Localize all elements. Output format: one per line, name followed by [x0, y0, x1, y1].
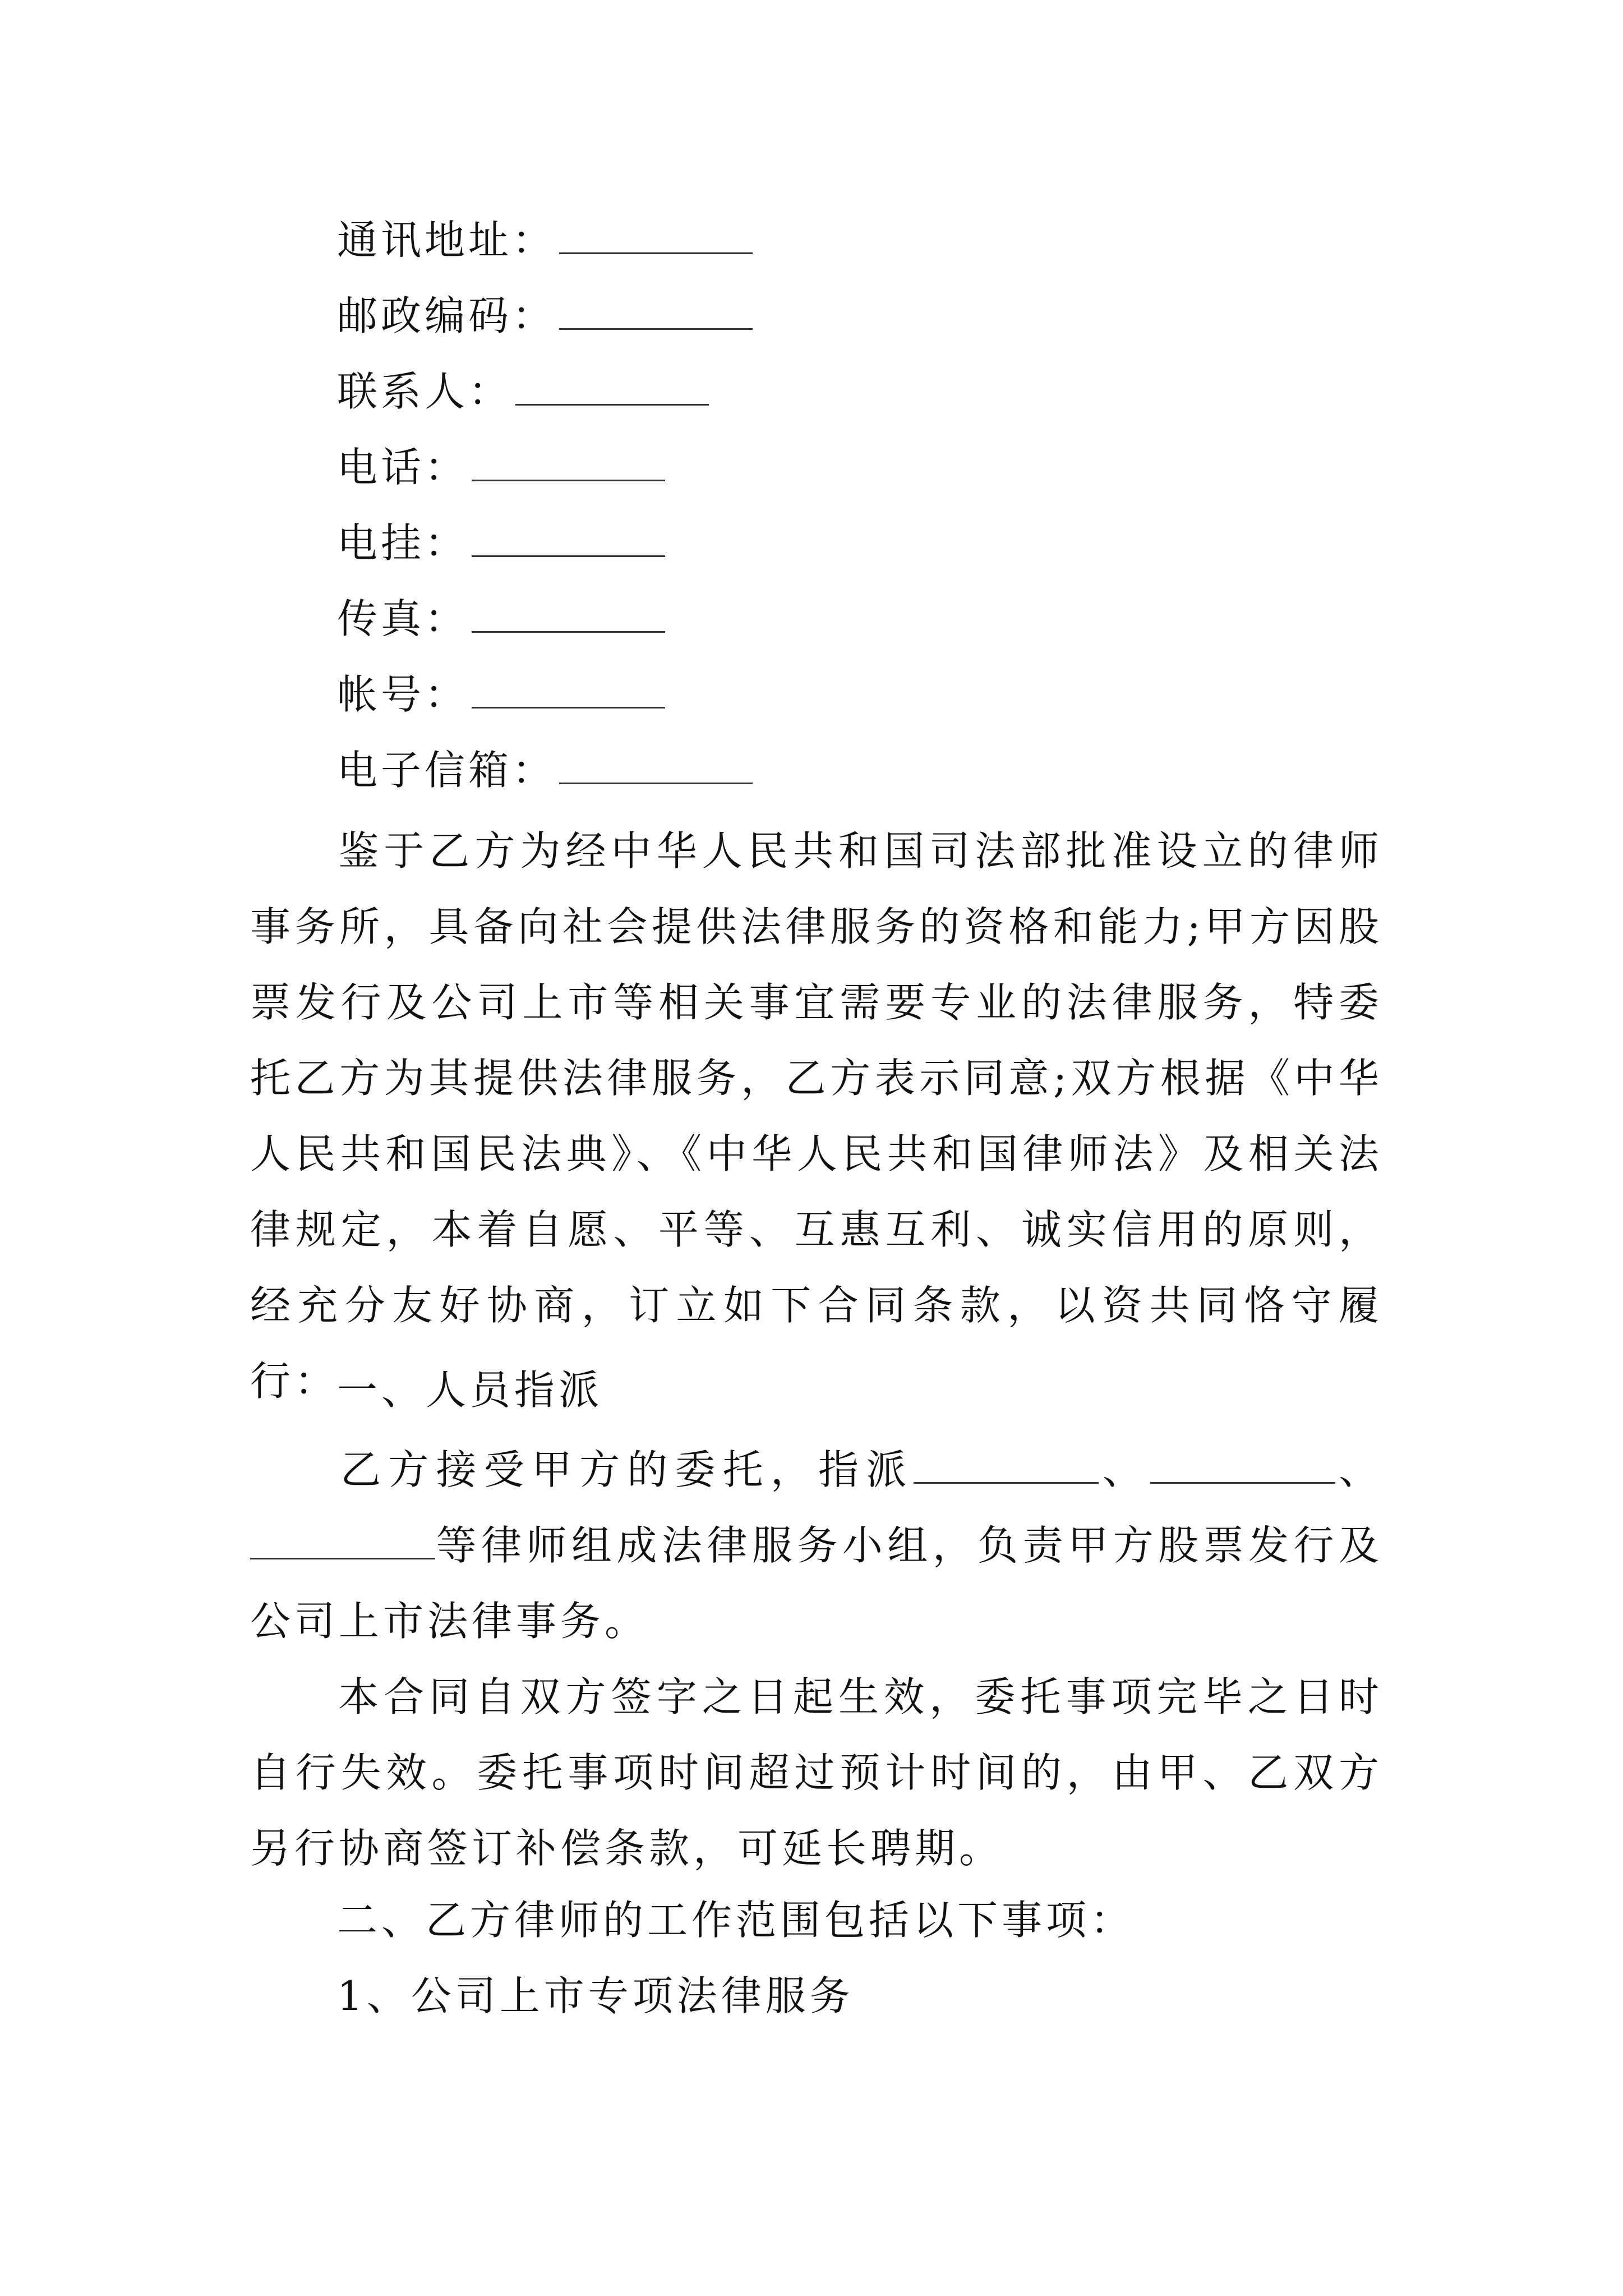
field-telegraph-blank — [472, 514, 665, 557]
field-telegraph — [337, 509, 665, 577]
field-contact-person-blank — [515, 362, 709, 406]
section1-text-part2: 等律师组成法律服务小组，负责甲方股票发行及公司上市法律事务。 — [250, 1522, 1383, 1645]
field-email — [337, 737, 753, 804]
field-address — [337, 206, 753, 274]
field-fax-label: 传真： — [337, 595, 469, 642]
field-fax-blank — [472, 590, 665, 633]
lawyer-name-blank-2 — [1150, 1437, 1335, 1484]
field-account — [337, 661, 665, 728]
field-address-label: 通讯地址： — [337, 217, 556, 264]
field-account-blank — [472, 665, 665, 708]
section1-text-part1: 乙方接受甲方的委托，指派 — [337, 1446, 914, 1493]
field-address-blank — [559, 211, 753, 254]
section2-heading: 二、乙方律师的工作范围包括以下事项： — [337, 1897, 1135, 1944]
field-contact-person-label: 联系人： — [337, 368, 513, 415]
field-phone — [337, 434, 665, 501]
field-phone-blank — [472, 438, 665, 481]
section1-separator-2: 、 — [1335, 1446, 1383, 1493]
field-contact-person — [337, 358, 709, 425]
preamble-text: 鉴于乙方为经中华人民共和国司法部批准设立的律师事务所，具备向社会提供法律服务的资格和能力;甲方因股票发行及公司上市等相关事宜需要专业的法律服务，特委托乙方为其提供法律服务，乙方表示同意;双方根据《中华人民共和国民法典》、《中华人民共和国律师法》及相关法律规定，本着自愿、平等、互惠互利、诚实信用的原则，经充分友好协商，订立如下合同条款，以资共同恪守履行： — [250, 827, 1383, 1405]
preamble-paragraph — [250, 813, 1383, 1419]
field-email-label: 电子信箱： — [337, 747, 556, 794]
lawyer-name-blank-3 — [250, 1513, 435, 1559]
section1-separator-1: 、 — [1099, 1446, 1150, 1493]
field-telegraph-label: 电挂： — [337, 519, 469, 567]
field-fax — [337, 585, 665, 652]
field-account-label: 帐号： — [337, 671, 469, 718]
section1-paragraph — [250, 1432, 1383, 1659]
section1-heading: 一、人员指派 — [337, 1366, 603, 1414]
field-postcode — [337, 282, 753, 349]
field-email-blank — [559, 741, 753, 784]
field-postcode-blank — [559, 287, 753, 330]
section2-item-1: 1、公司上市专项法律服务 — [337, 1972, 854, 2019]
lawyer-name-blank-1 — [914, 1437, 1099, 1484]
field-postcode-label: 邮政编码： — [337, 292, 556, 339]
effectiveness-text: 本合同自双方签字之日起生效，委托事项完毕之日时自行失效。委托事项时间超过预计时间的，由甲、乙双方另行协商签订补偿条款，可延长聘期。 — [250, 1673, 1383, 1872]
effectiveness-paragraph — [250, 1659, 1383, 1887]
field-phone-label: 电话： — [337, 444, 469, 491]
